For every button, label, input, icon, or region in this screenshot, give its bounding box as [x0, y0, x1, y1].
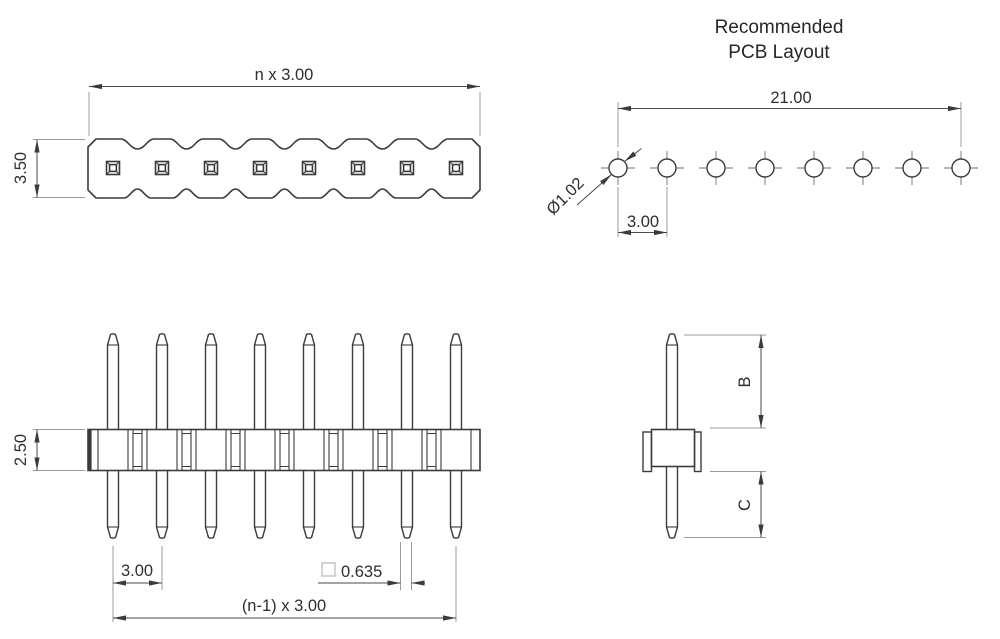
square-section-symbol — [322, 563, 335, 576]
mounting-hole — [895, 151, 929, 185]
top-view — [12, 66, 480, 198]
mounting-hole — [944, 151, 978, 185]
hole-diameter-label: Ø1.02 — [543, 174, 588, 219]
single-pin-body — [652, 430, 695, 467]
below-board-dimension — [684, 472, 766, 538]
top-height-dimension — [12, 140, 85, 198]
pcb-layout-view — [543, 17, 978, 237]
pin-contact — [303, 162, 316, 175]
pin-contact — [107, 162, 120, 175]
side-total-dim-label: (n-1) x 3.00 — [241, 597, 327, 615]
mounting-hole — [650, 151, 684, 185]
pcb-total-dim-label: 21.00 — [770, 89, 812, 107]
pin-contact — [205, 162, 218, 175]
mounting-hole — [846, 151, 880, 185]
pin-square-dim-label: 0.635 — [341, 563, 383, 581]
side-pitch-dimension — [113, 546, 162, 622]
side-pitch-dim-label: 3.00 — [120, 562, 154, 580]
top-height-dim-label: 3.50 — [12, 151, 30, 185]
side-body-height-dimension — [12, 430, 85, 471]
pcb-pitch-dimension — [618, 187, 667, 237]
above-board-dimension — [684, 335, 766, 428]
pcb-layout-title-line1: Recommended — [714, 17, 844, 38]
top-width-dim-label: n x 3.00 — [254, 66, 314, 84]
below-board-dim-label: C — [736, 499, 754, 511]
pin-square-dimension — [318, 542, 425, 590]
single-pin-view — [643, 334, 766, 538]
pin-contact — [156, 162, 169, 175]
connector-body-top-outline — [88, 139, 480, 198]
mounting-hole — [699, 151, 733, 185]
mounting-holes — [601, 151, 978, 185]
pin-contact — [352, 162, 365, 175]
pcb-layout-title-line2: PCB Layout — [728, 42, 830, 63]
mounting-hole — [748, 151, 782, 185]
body-flange-right — [695, 432, 702, 472]
pin-contact — [401, 162, 414, 175]
above-board-dim-label: B — [736, 376, 754, 388]
pin-contact — [254, 162, 267, 175]
pcb-total-dimension — [618, 89, 961, 147]
mounting-hole — [797, 151, 831, 185]
pin-contact — [450, 162, 463, 175]
hole-diameter-callout — [543, 149, 641, 219]
pcb-pitch-dim-label: 3.00 — [626, 213, 660, 231]
top-width-dimension — [89, 66, 480, 136]
side-view — [12, 334, 480, 622]
side-total-dimension — [113, 546, 456, 622]
body-flange-left — [643, 432, 652, 472]
side-body-height-dim-label: 2.50 — [12, 433, 30, 467]
